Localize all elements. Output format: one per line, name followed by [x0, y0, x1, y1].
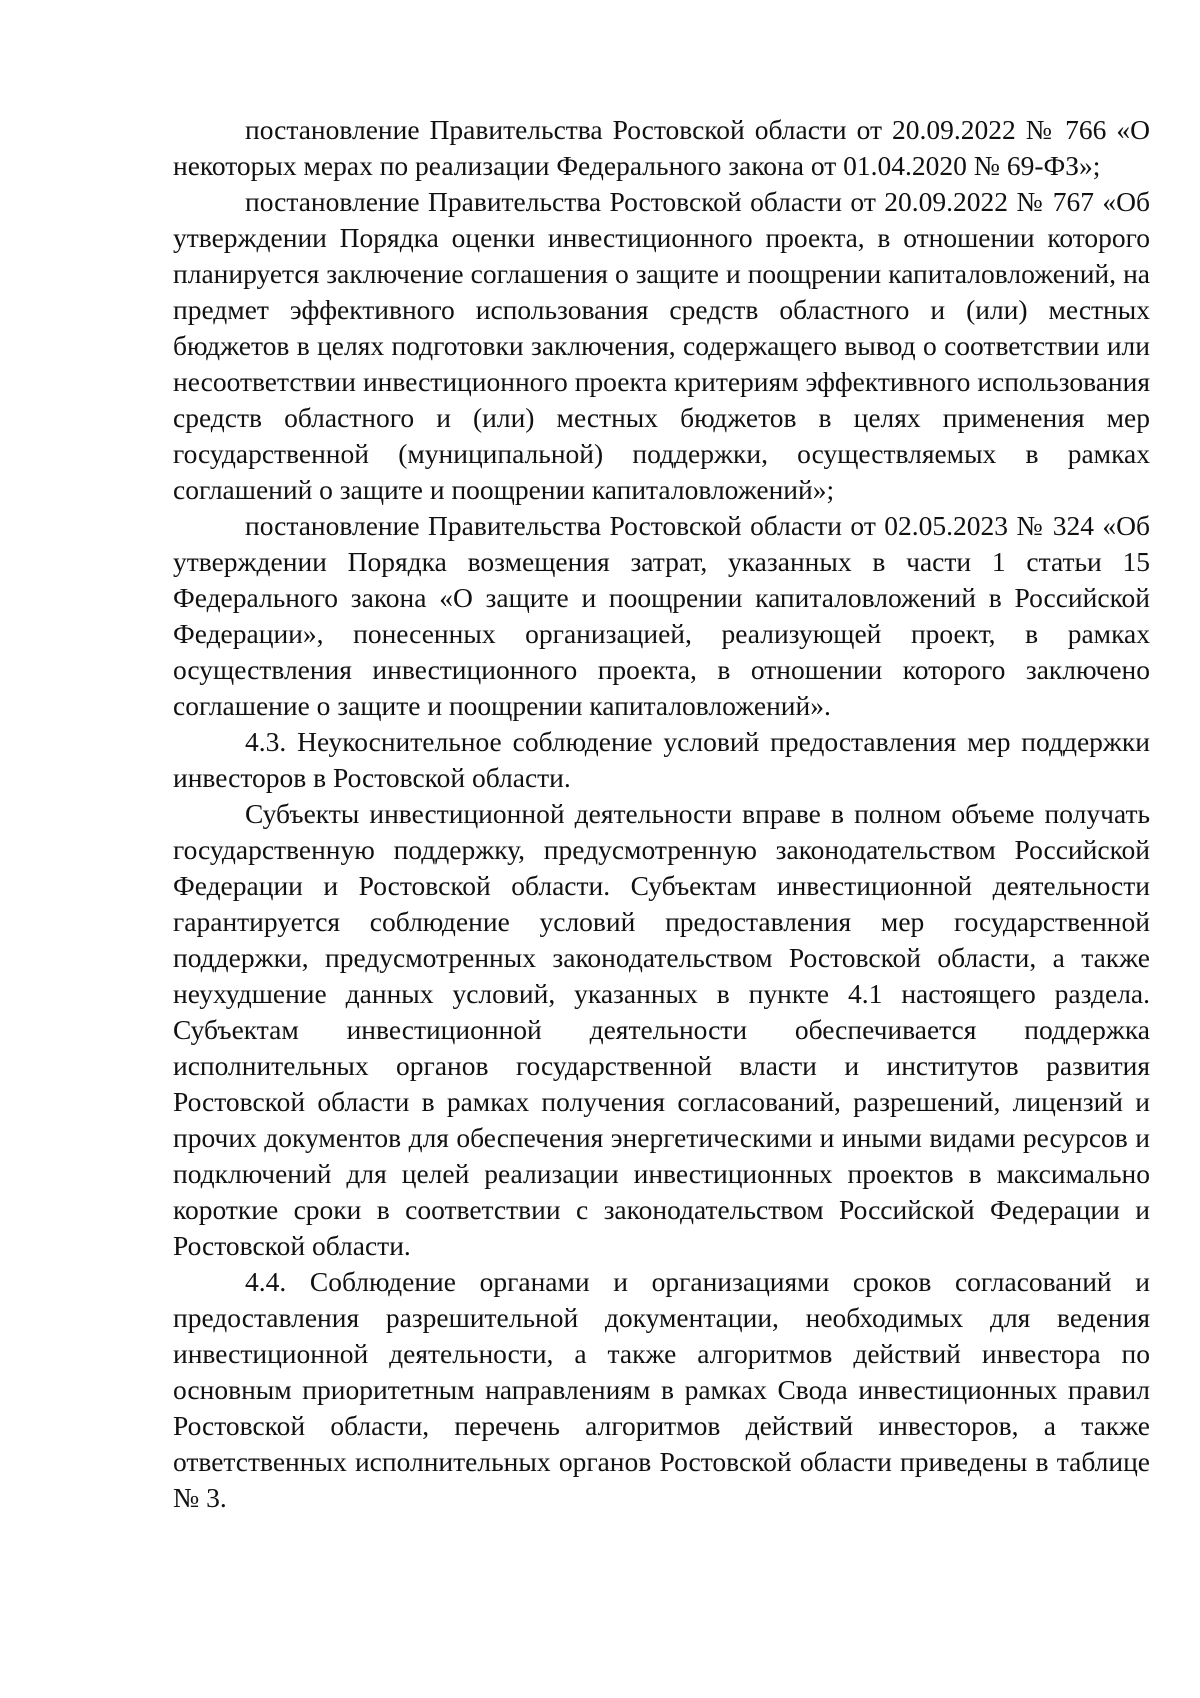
paragraph-section-4-3: 4.3. Неукоснительное соблюдение условий предоставления мер поддержки инвесторов в Ростовской области.: [173, 726, 1150, 793]
document-body: [173, 112, 1150, 1516]
paragraph-investment-subjects: Субъекты инвестиционной деятельности вправе в полном объеме получать государственную поддержку, предусмотренную законодательством Российской Федерации и Ростовской области. Субъектам инвестиционной деятельности гарантируется соблюдение условий предоставления мер государственной поддержки, предусмотренных законодательством Ростовской области, а также неухудшение данных условий, указанных в пункте 4.1 настоящего раздела. Субъектам инвестиционной деятельности обеспечивается поддержка исполнительных органов государственной власти и институтов развития Ростовской области в рамках получения согласований, разрешений, лицензий и прочих документов для обеспечения энергетическими и иными видами ресурсов и подключений для целей реализации инвестиционных проектов в максимально короткие сроки в соответствии с законодательством Российской Федерации и Ростовской области.: [173, 798, 1150, 1261]
paragraph-resolution-767: постановление Правительства Ростовской области от 20.09.2022 № 767 «Об утверждении Порядка оценки инвестиционного проекта, в отношении которого планируется заключение соглашения о защите и поощрении капиталовложений, на предмет эффективного использования средств областного и (или) местных бюджетов в целях подготовки заключения, содержащего вывод о соответствии или несоответствии инвестиционного проекта критериям эффективного использования средств областного и (или) местных бюджетов в целях применения мер государственной (муниципальной) поддержки, осуществляемых в рамках соглашений о защите и поощрении капиталовложений»;: [173, 186, 1150, 505]
paragraph-section-4-4: 4.4. Соблюдение органами и организациями сроков согласований и предоставления разрешительной документации, необходимых для ведения инвестиционной деятельности, а также алгоритмов действий инвестора по основным приоритетным направлениям в рамках Свода инвестиционных правил Ростовской области, перечень алгоритмов действий инвесторов, а также ответственных исполнительных органов Ростовской области приведены в таблице № 3.: [173, 1266, 1150, 1513]
paragraph-resolution-324: постановление Правительства Ростовской области от 02.05.2023 № 324 «Об утверждении Порядка возмещения затрат, указанных в части 1 статьи 15 Федерального закона «О защите и поощрении капиталовложений в Российской Федерации», понесенных организацией, реализующей проект, в рамках осуществления инвестиционного проекта, в отношении которого заключено соглашение о защите и поощрении капиталовложений».: [173, 510, 1150, 721]
paragraph-resolution-766: постановление Правительства Ростовской области от 20.09.2022 № 766 «О некоторых мерах по реализации Федерального закона от 01.04.2020 № 69-ФЗ»;: [173, 114, 1150, 181]
